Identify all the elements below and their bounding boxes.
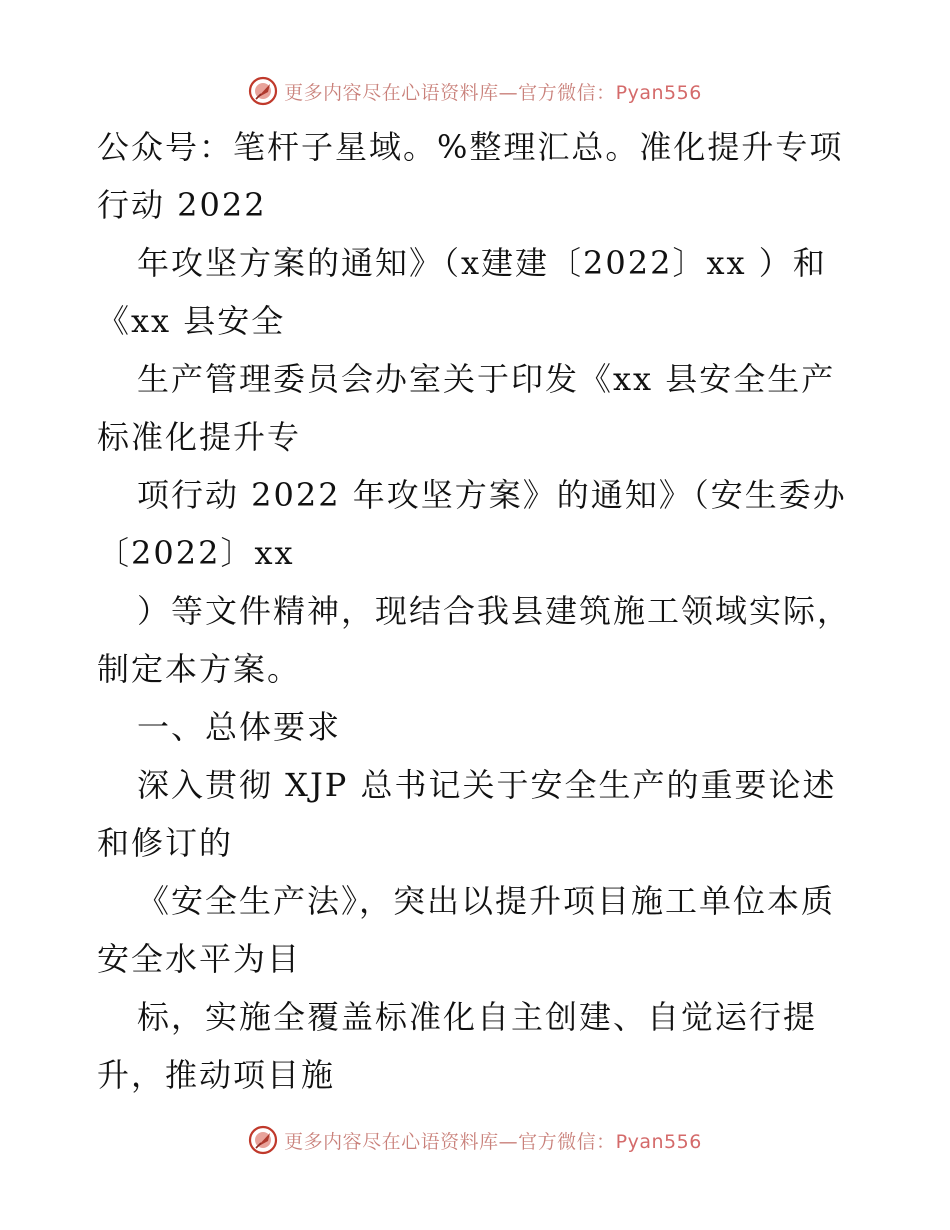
text-line: 公众号：笔杆子星域。%整理汇总。准化提升专项 xyxy=(97,128,844,166)
watermark-text: 更多内容尽在心语资料库—官方微信：Pyan556 xyxy=(284,81,702,104)
document-body xyxy=(97,118,857,1104)
text-line: 标，实施全覆盖标准化自主创建、自觉运行提 xyxy=(137,998,818,1036)
text-line: 生产管理委员会办室关于印发《xx 县安全生产 xyxy=(137,360,836,398)
text-line: 深入贯彻 XJP 总书记关于安全生产的重要论述 xyxy=(137,766,837,804)
text-line: 行动 2022 xyxy=(97,186,267,224)
text-line: 《安全生产法》，突出以提升项目施工单位本质 xyxy=(137,882,836,920)
watermark-header xyxy=(0,71,950,111)
text-line: 安全水平为目 xyxy=(97,940,302,978)
quill-logo-icon xyxy=(248,76,278,106)
text-line: 〔2022〕xx xyxy=(97,534,295,572)
text-line: 升，推动项目施 xyxy=(97,1056,336,1094)
text-line: 和修订的 xyxy=(97,824,234,862)
text-line: ）等文件精神，现结合我县建筑施工领域实际， xyxy=(137,592,852,630)
text-line: 标准化提升专 xyxy=(97,418,302,456)
quill-logo-icon xyxy=(248,1125,278,1155)
watermark-text: 更多内容尽在心语资料库—官方微信：Pyan556 xyxy=(284,1130,702,1153)
text-line: 制定本方案。 xyxy=(97,650,302,688)
text-line: 项行动 2022 年攻坚方案》的通知》（安生委办 xyxy=(137,476,847,514)
text-line: 《xx 县安全 xyxy=(97,302,286,340)
watermark-footer xyxy=(0,1120,950,1160)
text-line: 年攻坚方案的通知》（x建建〔2022〕xx ）和 xyxy=(137,244,827,282)
text-line: 一、总体要求 xyxy=(137,708,342,746)
